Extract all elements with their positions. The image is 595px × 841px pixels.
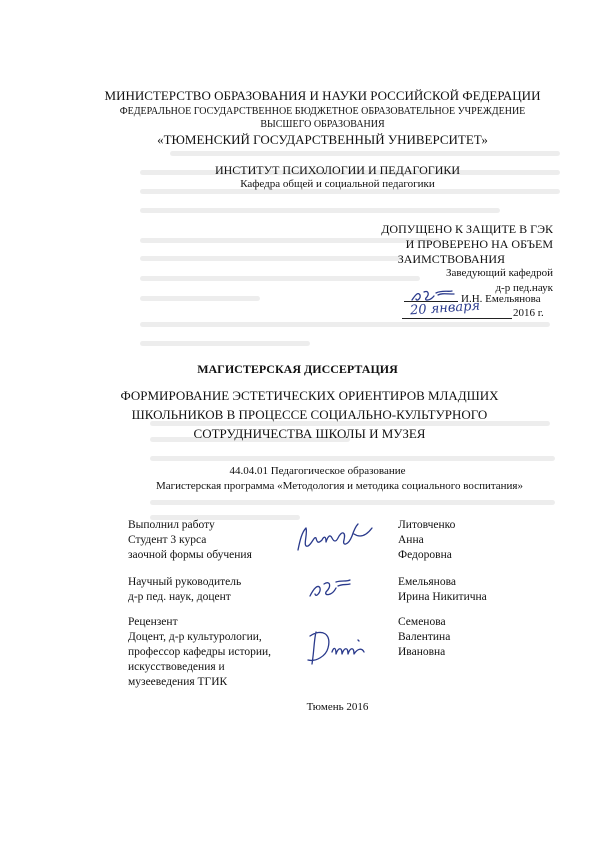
department-name: Кафедра общей и социальной педагогики [240, 178, 435, 190]
reviewer-role-line: Рецензент [128, 616, 178, 628]
bleed-through-line [140, 238, 440, 243]
student-role [128, 518, 252, 563]
approval-line2: И ПРОВЕРЕНО НА ОБЪЕМ [405, 237, 553, 251]
reviewer-role [128, 615, 271, 690]
bleed-through-line [150, 456, 555, 461]
student-role-line: Выполнил работу [128, 519, 215, 531]
supervisor-name-line: Ирина Никитична [398, 591, 487, 603]
student-name [398, 518, 455, 563]
bleed-through-line [140, 296, 260, 301]
institution-type-line2: ВЫСШЕГО ОБРАЗОВАНИЯ [260, 119, 385, 130]
university-name: «ТЮМЕНСКИЙ ГОСУДАРСТВЕННЫЙ УНИВЕРСИТЕТ» [157, 132, 488, 147]
topic-line1: ФОРМИРОВАНИЕ ЭСТЕТИЧЕСКИХ ОРИЕНТИРОВ МЛАДШИХ [120, 388, 499, 403]
reviewer-name-line: Ивановна [398, 646, 446, 658]
student-name-line: Анна [398, 534, 424, 546]
program-name: Магистерская программа «Методология и методика социального воспитания» [156, 480, 523, 492]
bleed-through-line [140, 276, 420, 281]
student-signature [292, 518, 382, 560]
bleed-through-line [150, 500, 555, 505]
document-type: МАГИСТЕРСКАЯ ДИССЕРТАЦИЯ [197, 362, 398, 376]
student-role-line: заочной формы обучения [128, 549, 252, 561]
program-code: 44.04.01 Педагогическое образование [229, 465, 406, 477]
approval-year: 2016 г. [513, 307, 544, 319]
topic-line3: СОТРУДНИЧЕСТВА ШКОЛЫ И МУЗЕЯ [193, 426, 426, 441]
student-role-line: Студент 3 курса [128, 534, 207, 546]
reviewer-name [398, 615, 450, 660]
student-name-line: Литовченко [398, 519, 456, 531]
reviewer-name-line: Валентина [398, 631, 451, 643]
bleed-through-line [140, 322, 550, 327]
approval-line3: ЗАИМСТВОВАНИЯ [397, 252, 505, 266]
bleed-through-line [170, 151, 560, 156]
student-name-line: Федоровна [398, 549, 452, 561]
approval-line1: ДОПУЩЕНО К ЗАЩИТЕ В ГЭК [381, 222, 553, 236]
topic-line2: ШКОЛЬНИКОВ В ПРОЦЕССЕ СОЦИАЛЬНО-КУЛЬТУРНОГО [131, 407, 488, 422]
approval-name: И.Н. Емельянова [461, 293, 541, 305]
bleed-through-line [140, 256, 400, 261]
reviewer-name-line: Семенова [398, 616, 446, 628]
approval-role: Заведующий кафедрой [446, 267, 553, 279]
approval-handwritten-date: 20 января [409, 298, 481, 319]
supervisor-name [398, 575, 487, 605]
supervisor-role [128, 575, 241, 605]
ministry-name: МИНИСТЕРСТВО ОБРАЗОВАНИЯ И НАУКИ РОССИЙСКОЙ ФЕДЕРАЦИИ [104, 88, 541, 103]
reviewer-role-line: Доцент, д-р культурологии, [128, 631, 262, 643]
bleed-through-line [140, 341, 310, 346]
supervisor-role-line: Научный руководитель [128, 576, 242, 588]
supervisor-signature [306, 574, 354, 604]
institution-type-line1: ФЕДЕРАЛЬНОЕ ГОСУДАРСТВЕННОЕ БЮДЖЕТНОЕ ОБРАЗОВАТЕЛЬНОЕ УЧРЕЖДЕНИЕ [119, 106, 526, 117]
city-year: Тюмень 2016 [306, 701, 369, 713]
supervisor-name-line: Емельянова [398, 576, 456, 588]
approval-date-line [402, 318, 512, 319]
reviewer-role-line: искусствоведения и [128, 661, 225, 673]
reviewer-signature [302, 626, 382, 670]
institute-name: ИНСТИТУТ ПСИХОЛОГИИ И ПЕДАГОГИКИ [214, 163, 461, 177]
supervisor-role-line: д-р пед. наук, доцент [128, 591, 231, 603]
reviewer-role-line: музееведения ТГИК [128, 676, 228, 688]
reviewer-role-line: профессор кафедры истории, [128, 646, 272, 658]
approval-degree: д-р пед.наук [495, 282, 553, 294]
bleed-through-line [140, 208, 500, 213]
